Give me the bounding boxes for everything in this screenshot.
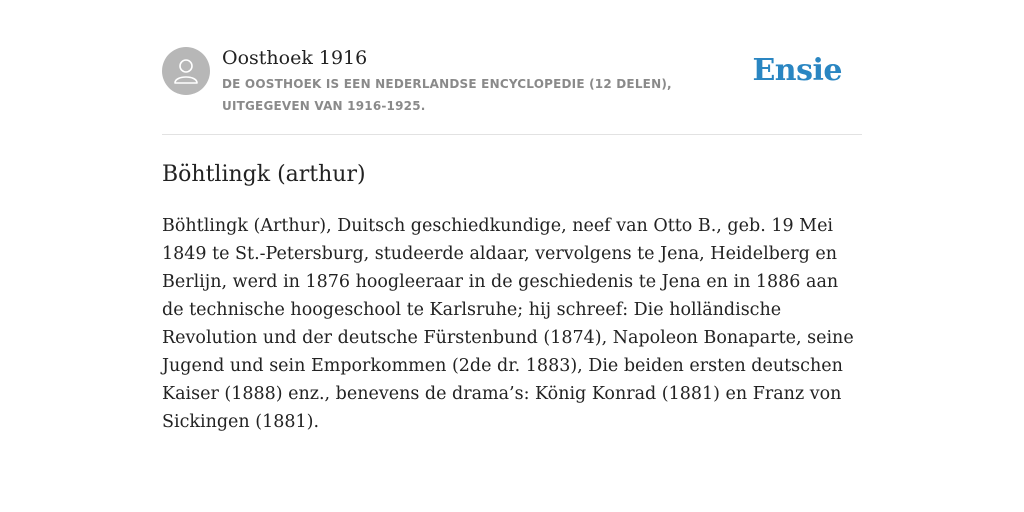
user-icon bbox=[171, 56, 201, 86]
source-avatar[interactable] bbox=[162, 47, 210, 95]
entry-body: Böhtlingk (Arthur), Duitsch geschiedkundige, neef van Otto B., geb. 19 Mei 1849 te St.-Petersburg, studeerde aldaar, vervolgens te Jena, Heidelberg en Berlijn, werd in 1876 hoogleeraar in de geschiedenis te Jena en in 1886 aan de technische hoogeschool te Karlsruhe; hij schreef: Die holländische Revolution und der deutsche Fürstenbund (1874), Napoleon Bonaparte, seine Jugend und sein Emporkommen (2de dr. 1883), Die beiden ersten deutschen Kaiser (1888) enz., benevens de drama’s: König Konrad (1881) en Franz von Sickingen (1881). bbox=[162, 216, 854, 432]
entry-title: Böhtlingk (arthur) bbox=[162, 162, 366, 187]
ensie-logo[interactable]: Ensie bbox=[752, 53, 842, 88]
source-description: DE OOSTHOEK IS EEN NEDERLANDSE ENCYCLOPEDIE (12 DELEN), UITGEGEVEN VAN 1916-1925. bbox=[222, 77, 672, 113]
source-header bbox=[162, 45, 862, 135]
source-title[interactable]: Oosthoek 1916 bbox=[222, 47, 368, 69]
